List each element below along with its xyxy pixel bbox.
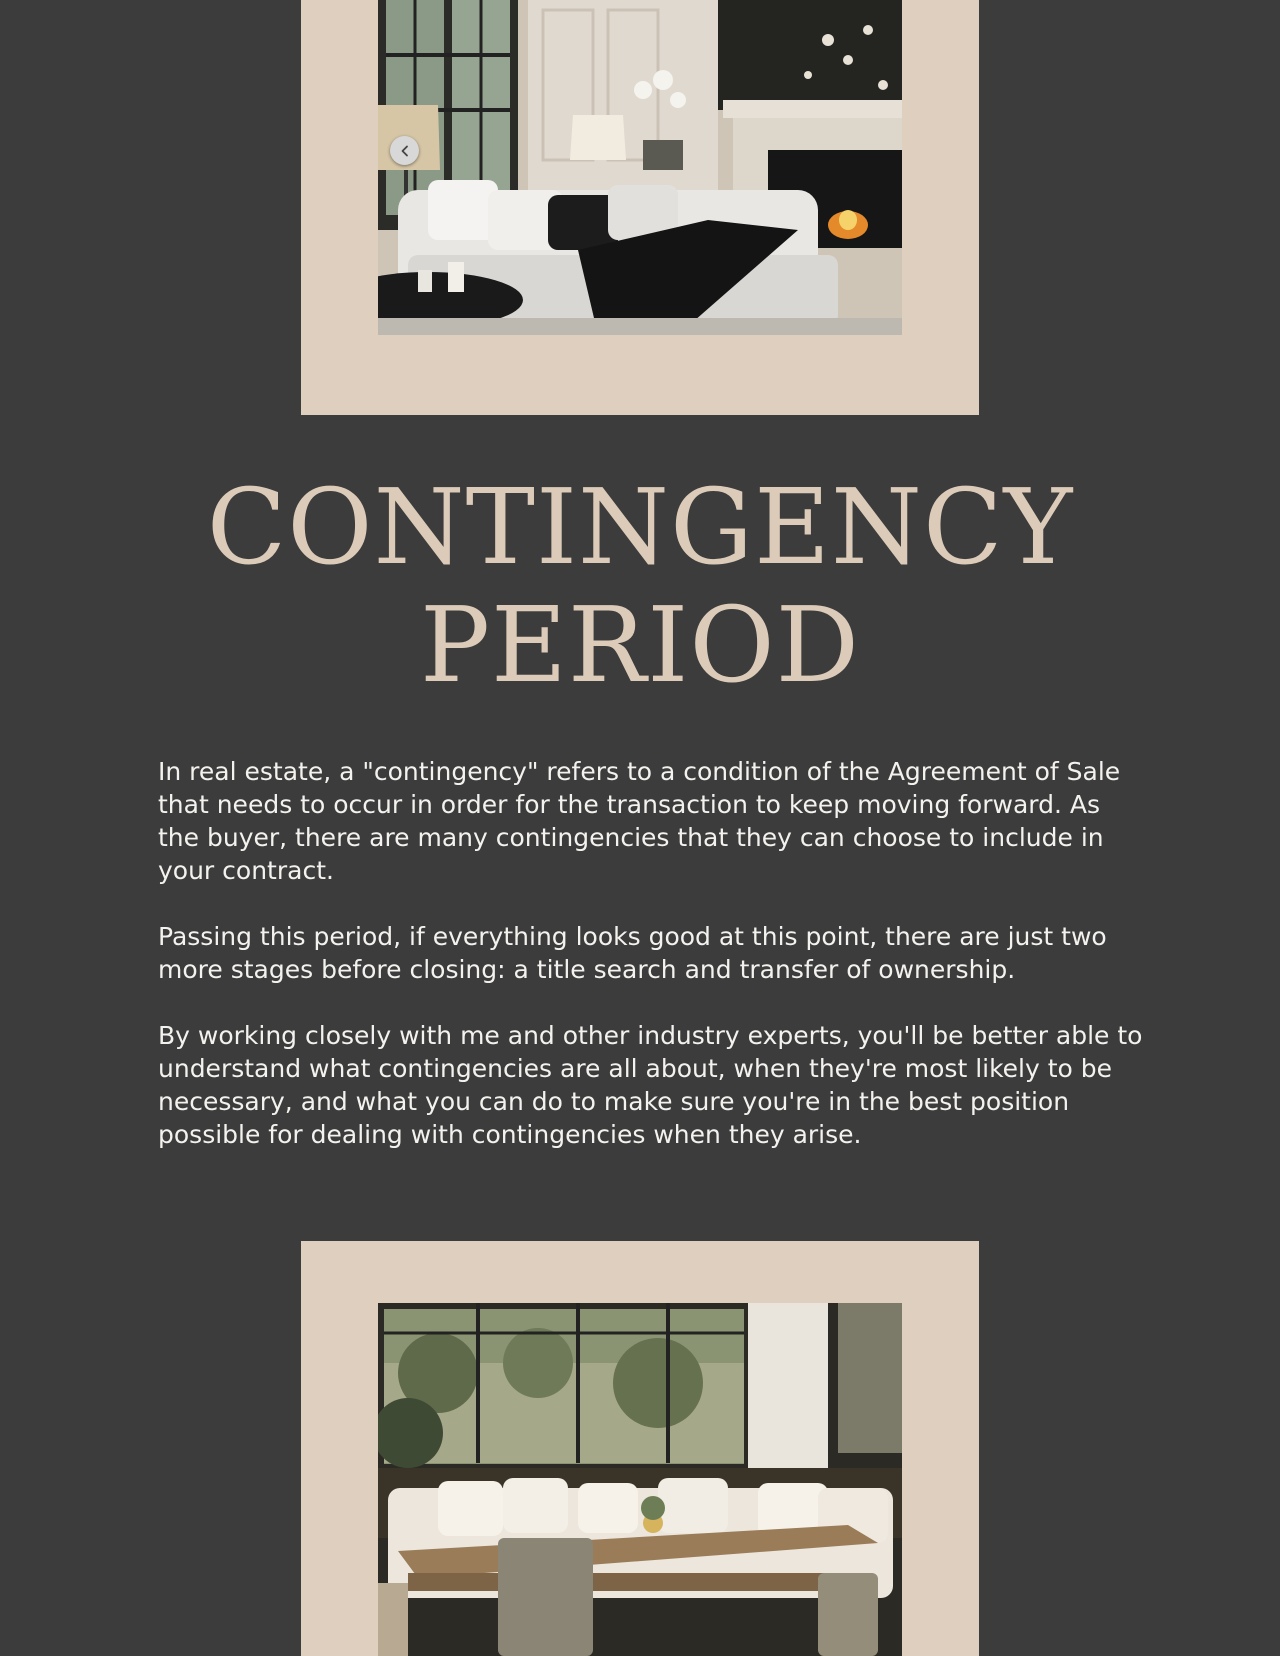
chevron-left-icon: [399, 145, 411, 157]
carousel-prev-button[interactable]: [390, 136, 419, 165]
paragraph-2: Passing this period, if everything looks good at this point, there are just two more stages before closing: a title search and transfer of ownership.: [158, 922, 1107, 984]
dining-room-image: [378, 1303, 902, 1656]
body-text: [158, 755, 1148, 1184]
bottom-photo-frame: [301, 1241, 979, 1656]
page-title: [0, 468, 1280, 704]
paragraph-1: In real estate, a "contingency" refers to a condition of the Agreement of Sale that needs to occur in order for the transaction to keep moving forward. As the buyer, there are many contingencies that they can choose to include in your contract.: [158, 757, 1121, 885]
paragraph-3: By working closely with me and other industry experts, you'll be better able to understand what contingencies are all about, when they're most likely to be necessary, and what you can do to make sure you're in the best position possible for dealing with contingencies when they arise.: [158, 1021, 1143, 1149]
title-line-1: CONTINGENCY: [206, 466, 1074, 588]
dining-room-photo[interactable]: [378, 1303, 902, 1656]
living-room-photo[interactable]: [378, 0, 902, 335]
top-photo-frame: [301, 0, 979, 415]
title-line-2: PERIOD: [420, 584, 860, 706]
living-room-image: [378, 0, 902, 335]
